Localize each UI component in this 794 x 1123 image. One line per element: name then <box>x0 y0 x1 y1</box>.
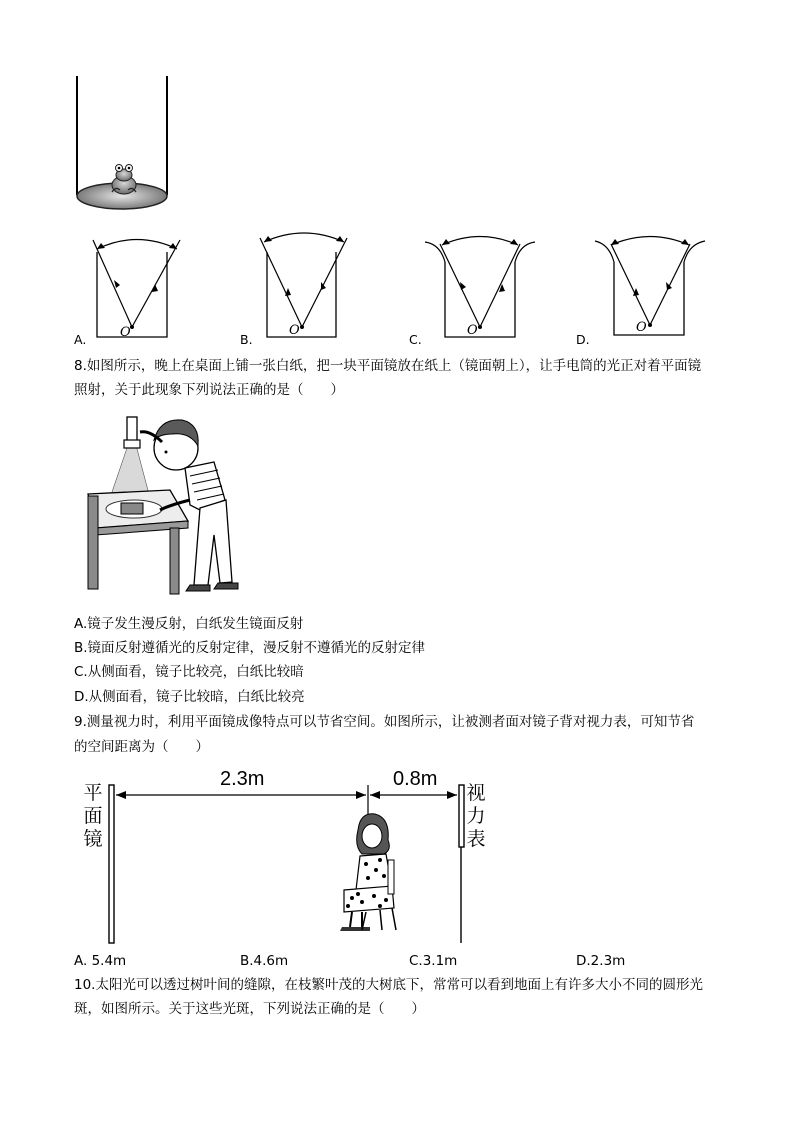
mirror <box>121 503 143 514</box>
q10-stem-line2: 斑，如图所示。关于这些光斑，下列说法正确的是（ ） <box>74 1001 425 1017</box>
option-b-diagram <box>260 233 347 337</box>
option-d-diagram <box>595 237 705 336</box>
q9-option-a: A. 5.4m <box>74 953 127 969</box>
vision-test-figure <box>109 785 464 943</box>
q9-stem-line1: 9.测量视力时，利用平面镜成像特点可以节省空间。如图所示，让被测者面对镜子背对视力表，可知节省 <box>74 714 695 730</box>
plane-mirror <box>109 785 114 943</box>
distance-label-right: 0.8m <box>393 768 438 790</box>
option-a-label: A. <box>74 332 87 347</box>
q8-option-a: A.镜子发生漫反射，白纸发生镜面反射 <box>74 616 304 632</box>
point-o-label-b: O <box>289 323 300 338</box>
eye-chart-label: 视力表 <box>466 782 486 850</box>
q9-option-c: C.3.1m <box>409 953 458 969</box>
eye-chart-board <box>459 785 464 847</box>
option-c-label: C. <box>409 332 422 347</box>
q9-option-b: B.4.6m <box>240 953 289 969</box>
option-b-label: B. <box>240 332 253 347</box>
point-o-label-a: O <box>120 325 131 340</box>
q8-option-d: D.从侧面看，镜子比较暗，白纸比较亮 <box>74 689 305 705</box>
plane-mirror-label: 平面镜 <box>83 782 103 850</box>
point-o-label-d: O <box>636 320 647 335</box>
q9-stem-line2: 的空间距离为（ ） <box>74 739 209 755</box>
q8-stem-line2: 照射，关于此现象下列说法正确的是（ ） <box>74 382 344 398</box>
q10-stem-line1: 10.太阳光可以透过树叶间的缝隙，在枝繁叶茂的大树底下，常常可以看到地面上有许多大小不同的圆形光 <box>74 977 703 993</box>
option-a-diagram <box>93 240 180 338</box>
q8-option-b: B.镜面反射遵循光的反射定律，漫反射不遵循光的反射定律 <box>74 640 426 656</box>
frog-icon <box>112 165 136 195</box>
q8-stem-line1: 8.如图所示，晚上在桌面上铺一张白纸，把一块平面镜放在纸上（镜面朝上），让手电筒的光正对着平面镜 <box>74 358 702 374</box>
q8-option-c: C.从侧面看，镜子比较亮，白纸比较暗 <box>74 664 304 680</box>
distance-label-left: 2.3m <box>220 768 265 790</box>
flashlight-boy-figure <box>88 417 238 594</box>
light-beam <box>110 445 150 498</box>
seated-person <box>340 814 396 931</box>
q9-option-d: D.2.3m <box>576 953 626 969</box>
option-c-diagram <box>425 237 535 338</box>
option-d-label: D. <box>576 332 590 347</box>
point-o-label-c: O <box>467 323 478 338</box>
